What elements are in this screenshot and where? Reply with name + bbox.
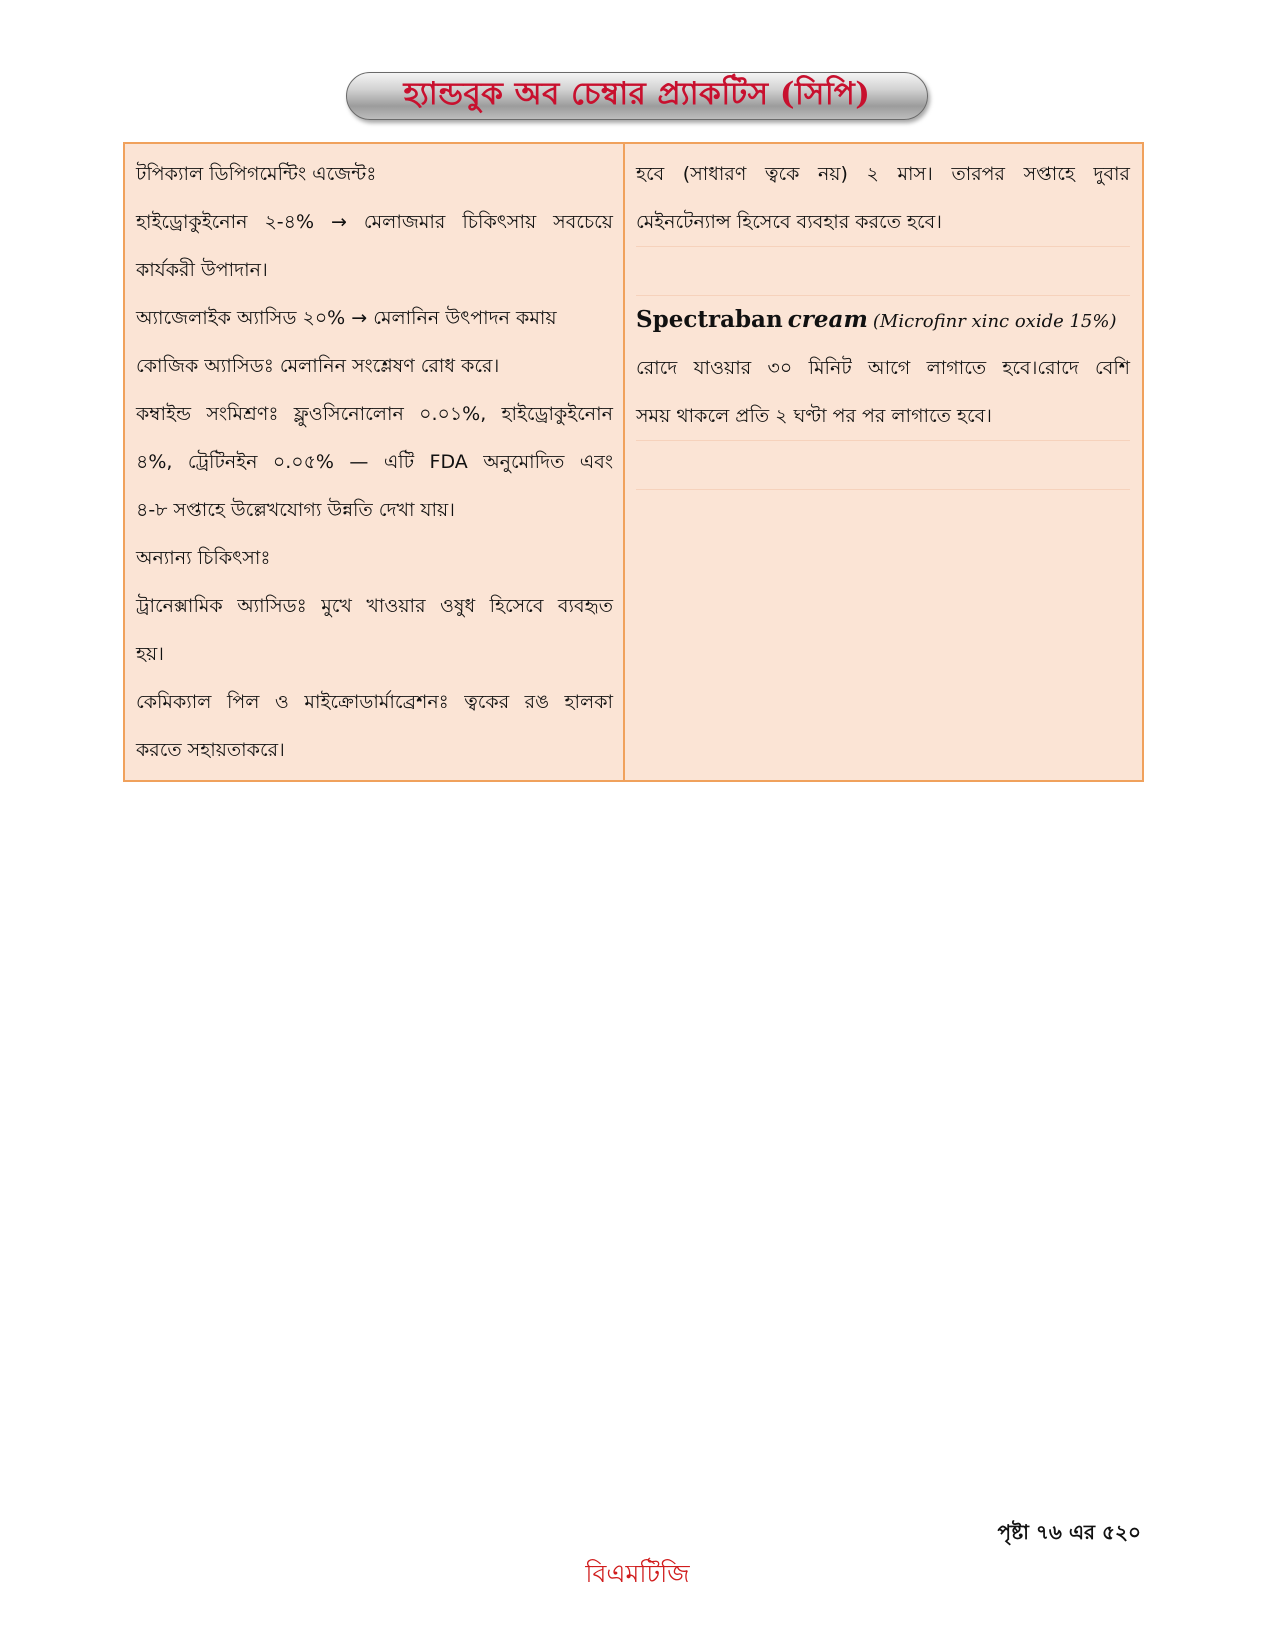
product-name: Spectraban — [636, 306, 783, 333]
text-line: হবে (সাধারণ ত্বকে নয়) ২ মাস। তারপর সপ্তাহে দুবার — [636, 163, 1130, 185]
section-heading-other: অন্যান্য চিকিৎসাঃ — [136, 547, 271, 569]
text-line: হয়। — [136, 643, 164, 665]
text-line: মেইনটেন্যান্স হিসেবে ব্যবহার করতে হবে। — [636, 198, 1130, 247]
text-line: হাইড্রোকুইনোন ২-৪% → মেলাজমার চিকিৎসায় সবচেয়ে — [136, 211, 613, 233]
text-line: কোজিক অ্যাসিডঃ মেলানিন সংশ্লেষণ রোধ করে। — [136, 355, 500, 377]
text-line: কম্বাইন্ড সংমিশ্রণঃ ফ্লুওসিনোলোন ০.০১%, হাইড্রোকুইনোন — [136, 403, 613, 425]
title-banner — [346, 72, 928, 120]
page-title: হ্যান্ডবুক অব চেম্বার প্র্যাকটিস (সিপি) — [403, 76, 871, 112]
product-note: (Microfinr xinc oxide 15%) — [872, 311, 1117, 332]
text-line: রোদে যাওয়ার ৩০ মিনিট আগে লাগাতে হবে।রোদে বেশি — [636, 357, 1130, 379]
text-line: করতে সহায়তাকরে। — [136, 739, 285, 761]
left-column — [125, 144, 625, 780]
blank-line — [636, 247, 1130, 296]
section-heading-topical: টপিক্যাল ডিপিগমেন্টিং এজেন্টঃ — [136, 163, 377, 185]
product-heading — [636, 296, 1130, 344]
blank-line — [636, 441, 1130, 490]
text-line: অ্যাজেলাইক অ্যাসিড ২০% → মেলানিন উৎপাদন কমায় — [136, 307, 557, 329]
product-form: cream — [787, 306, 868, 333]
right-column — [625, 144, 1142, 780]
text-line: কার্যকরী উপাদান। — [136, 259, 268, 281]
text-line: সময় থাকলে প্রতি ২ ঘণ্টা পর পর লাগাতে হবে। — [636, 392, 1130, 441]
content-table — [123, 142, 1144, 782]
footer-brand: বিএমটিজি — [585, 1559, 690, 1588]
text-line: কেমিক্যাল পিল ও মাইক্রোডার্মাব্রেশনঃ ত্বকের রঙ হালকা — [136, 691, 613, 713]
text-line: ৪%, ট্রেটিনইন ০.০৫% — এটি FDA অনুমোদিত এবং — [136, 451, 613, 473]
text-line: ট্রানেক্সামিক অ্যাসিডঃ মুখে খাওয়ার ওষুধ হিসেবে ব্যবহৃত — [136, 595, 613, 617]
text-line: ৪-৮ সপ্তাহে উল্লেখযোগ্য উন্নতি দেখা যায়। — [136, 499, 455, 521]
page-number: পৃষ্টা ৭৬ এর ৫২০ — [997, 1520, 1141, 1544]
